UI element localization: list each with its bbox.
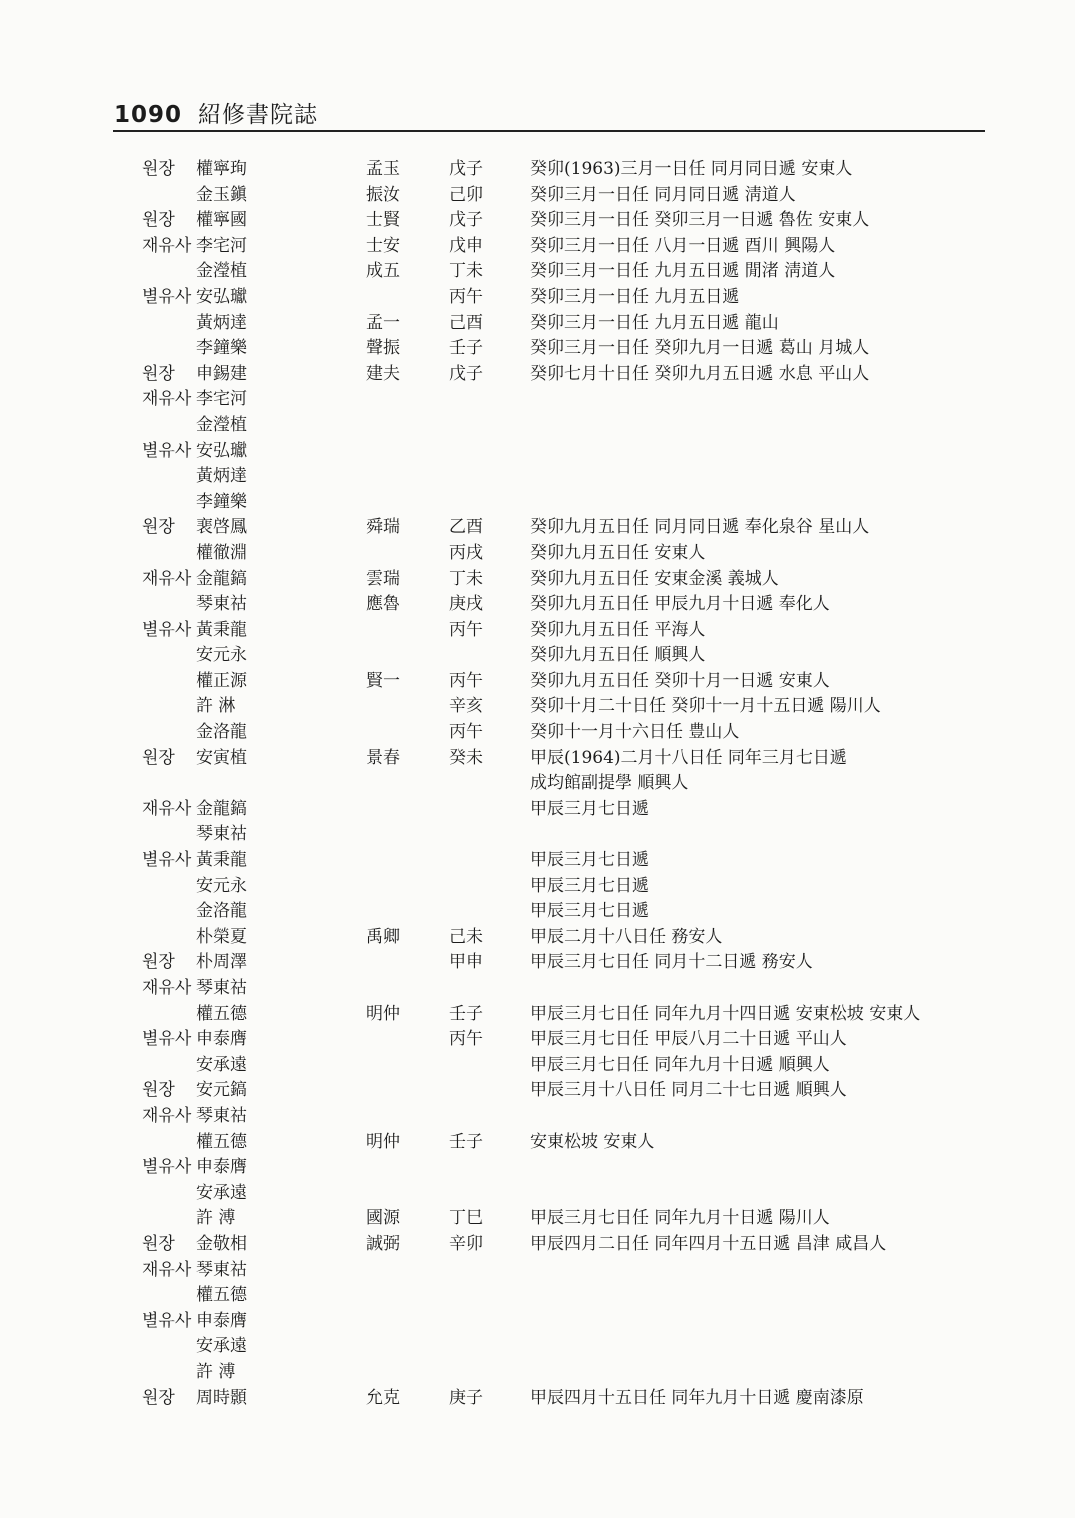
person-name: 金瀅植 (196, 414, 247, 435)
table-row (0, 1334, 1075, 1360)
table-row (0, 1232, 1075, 1258)
courtesy-name: 景春 (366, 747, 400, 768)
birth-year: 辛卯 (449, 1233, 483, 1254)
person-name: 黃炳達 (196, 466, 247, 487)
running-head (114, 96, 318, 129)
table-row (0, 643, 1075, 669)
birth-year: 丙午 (449, 722, 483, 743)
courtesy-name: 雲瑞 (366, 568, 400, 589)
person-name: 黃秉龍 (196, 619, 247, 640)
tenure-note: 癸卯三月一日任 九月五日遞 (530, 286, 740, 307)
person-name: 琴東祜 (196, 824, 247, 845)
tenure-note: 甲辰三月七日遞 (530, 901, 649, 922)
officer-list (0, 157, 1075, 1411)
birth-year: 己卯 (449, 184, 483, 205)
courtesy-name: 允克 (366, 1387, 400, 1408)
person-name: 申錫建 (196, 363, 247, 384)
role-label: 별유사 (142, 1029, 192, 1050)
tenure-note: 癸卯十月二十日任 癸卯十一月十五日遞 陽川人 (530, 696, 881, 717)
table-row (0, 976, 1075, 1002)
tenure-note: 癸卯九月五日任 順興人 (530, 645, 706, 666)
table-row (0, 720, 1075, 746)
person-name: 李宅河 (196, 389, 247, 410)
person-name: 李宅河 (196, 235, 247, 256)
table-row (0, 1053, 1075, 1079)
table-row (0, 567, 1075, 593)
role-label: 재유사 (142, 389, 192, 410)
person-name: 安元永 (196, 875, 247, 896)
tenure-note: 甲辰四月二日任 同年四月十五日遞 昌津 咸昌人 (530, 1233, 887, 1254)
person-name: 琴東祜 (196, 594, 247, 615)
table-row (0, 797, 1075, 823)
table-row (0, 1283, 1075, 1309)
person-name: 李鐘樂 (196, 491, 247, 512)
table-row (0, 874, 1075, 900)
tenure-note: 甲辰三月七日任 同年九月十四日遞 安東松坡 安東人 (530, 1003, 921, 1024)
table-row (0, 183, 1075, 209)
table-row (0, 464, 1075, 490)
table-row (0, 950, 1075, 976)
person-name: 申泰膺 (196, 1157, 247, 1178)
table-row (0, 669, 1075, 695)
table-row (0, 694, 1075, 720)
role-label: 재유사 (142, 1105, 192, 1126)
birth-year: 壬子 (449, 1003, 483, 1024)
tenure-note: 成均館副提學 順興人 (530, 773, 689, 794)
tenure-note: 甲辰三月七日遞 (530, 798, 649, 819)
birth-year: 壬子 (449, 338, 483, 359)
tenure-note: 癸卯九月五日任 同月同日遞 奉化泉谷 星山人 (530, 517, 870, 538)
birth-year: 丙戌 (449, 542, 483, 563)
table-row (0, 1181, 1075, 1207)
tenure-note: 癸卯七月十日任 癸卯九月五日遞 水息 平山人 (530, 363, 870, 384)
tenure-note: 甲辰四月十五日任 同年九月十日遞 慶南漆原 (530, 1387, 864, 1408)
role-label: 재유사 (142, 978, 192, 998)
person-name: 李鐘樂 (196, 338, 247, 359)
header-rule (113, 130, 985, 132)
table-row (0, 1309, 1075, 1335)
role-label: 재유사 (142, 798, 192, 819)
person-name: 權徹淵 (196, 542, 247, 563)
table-row (0, 848, 1075, 874)
table-row (0, 234, 1075, 260)
tenure-note: 甲辰(1964)二月十八日任 同年三月七日遞 (530, 747, 847, 768)
table-row (0, 925, 1075, 951)
person-name: 申泰膺 (196, 1029, 247, 1050)
tenure-note: 癸卯三月一日任 九月五日遞 閒渚 淸道人 (530, 261, 836, 282)
role-label: 별유사 (142, 286, 192, 307)
role-label: 별유사 (142, 1310, 192, 1331)
table-row (0, 439, 1075, 465)
tenure-note: 甲辰三月十八日任 同月二十七日遞 順興人 (530, 1080, 847, 1101)
person-name: 金洛龍 (196, 901, 247, 922)
tenure-note: 甲辰三月七日遞 (530, 850, 649, 871)
person-name: 權五德 (196, 1003, 247, 1024)
tenure-note: 癸卯九月五日任 安東金溪 義城人 (530, 568, 779, 589)
courtesy-name: 賢一 (366, 670, 400, 691)
person-name: 權寧珣 (196, 159, 247, 179)
table-row (0, 592, 1075, 618)
birth-year: 丁未 (449, 568, 483, 589)
tenure-note: 癸卯九月五日任 安東人 (530, 542, 706, 563)
courtesy-name: 聲振 (366, 338, 400, 359)
table-row (0, 259, 1075, 285)
person-name: 權正源 (196, 670, 247, 691)
birth-year: 庚戌 (449, 594, 483, 615)
courtesy-name: 孟一 (366, 312, 400, 333)
table-row (0, 1206, 1075, 1232)
tenure-note: 癸卯三月一日任 癸卯九月一日遞 葛山 月城人 (530, 338, 870, 359)
table-row (0, 618, 1075, 644)
table-row (0, 311, 1075, 337)
person-name: 黃秉龍 (196, 850, 247, 871)
table-row (0, 387, 1075, 413)
role-label: 재유사 (142, 568, 192, 589)
page-number: 1090 (114, 102, 183, 128)
person-name: 申泰膺 (196, 1310, 247, 1331)
tenure-note: 癸卯九月五日任 癸卯十月一日遞 安東人 (530, 670, 830, 691)
role-label: 별유사 (142, 1157, 192, 1178)
person-name: 權五德 (196, 1285, 247, 1306)
birth-year: 丙午 (449, 619, 483, 640)
table-row (0, 413, 1075, 439)
person-name: 周時顥 (196, 1387, 247, 1408)
birth-year: 丙午 (449, 286, 483, 307)
table-row (0, 1104, 1075, 1130)
courtesy-name: 孟玉 (366, 159, 400, 179)
table-row (0, 1155, 1075, 1181)
tenure-note: 安東松坡 安東人 (530, 1131, 655, 1152)
table-row (0, 490, 1075, 516)
person-name: 許 溥 (196, 1361, 236, 1382)
person-name: 裵啓鳳 (196, 517, 247, 538)
birth-year: 己未 (449, 926, 483, 947)
person-name: 安承遠 (196, 1336, 247, 1357)
role-label: 별유사 (142, 440, 192, 461)
courtesy-name: 誠弼 (366, 1233, 400, 1254)
birth-year: 丁巳 (449, 1208, 483, 1229)
courtesy-name: 應魯 (366, 594, 400, 615)
role-label: 원장 (142, 1387, 175, 1408)
role-label: 별유사 (142, 619, 192, 640)
birth-year: 甲申 (449, 952, 483, 973)
person-name: 黃炳達 (196, 312, 247, 333)
birth-year: 己酉 (449, 312, 483, 333)
table-row (0, 746, 1075, 772)
birth-year: 乙酉 (449, 517, 483, 538)
table-row (0, 1130, 1075, 1156)
person-name: 安承遠 (196, 1054, 247, 1075)
courtesy-name: 成五 (366, 261, 400, 282)
role-label: 원장 (142, 210, 175, 231)
courtesy-name: 振汝 (366, 184, 400, 205)
role-label: 별유사 (142, 850, 192, 871)
book-title: 紹修書院誌 (198, 102, 319, 128)
person-name: 金玉鎭 (196, 184, 247, 205)
tenure-note: 癸卯九月五日任 平海人 (530, 619, 706, 640)
person-name: 安寅植 (196, 747, 247, 768)
person-name: 安弘瓛 (196, 286, 247, 307)
person-name: 安元鎬 (196, 1080, 247, 1101)
table-row (0, 1386, 1075, 1412)
tenure-note: 甲辰二月十八日任 務安人 (530, 926, 723, 947)
table-row (0, 157, 1075, 183)
tenure-note: 癸卯三月一日任 九月五日遞 龍山 (530, 312, 779, 333)
person-name: 安承遠 (196, 1182, 247, 1203)
birth-year: 丙午 (449, 670, 483, 691)
tenure-note: 癸卯三月一日任 同月同日遞 淸道人 (530, 184, 796, 205)
table-row (0, 1027, 1075, 1053)
tenure-note: 甲辰三月七日任 同年九月十日遞 順興人 (530, 1054, 830, 1075)
role-label: 재유사 (142, 235, 192, 256)
person-name: 金龍鎬 (196, 798, 247, 819)
tenure-note: 癸卯十一月十六日任 豊山人 (530, 722, 740, 743)
person-name: 朴榮夏 (196, 926, 247, 947)
courtesy-name: 禹卿 (366, 926, 400, 947)
table-row (0, 541, 1075, 567)
role-label: 원장 (142, 1233, 175, 1254)
birth-year: 丙午 (449, 1029, 483, 1050)
person-name: 金龍鎬 (196, 568, 247, 589)
role-label: 원장 (142, 159, 175, 179)
table-row (0, 1002, 1075, 1028)
role-label: 원장 (142, 517, 175, 538)
person-name: 權寧國 (196, 210, 247, 231)
birth-year: 戊申 (449, 235, 483, 256)
person-name: 琴東祜 (196, 1259, 247, 1280)
tenure-note: 癸卯三月一日任 八月一日遞 酉川 興陽人 (530, 235, 836, 256)
table-row (0, 336, 1075, 362)
person-name: 琴東祜 (196, 978, 247, 998)
table-row (0, 1258, 1075, 1284)
table-row (0, 515, 1075, 541)
courtesy-name: 士賢 (366, 210, 400, 231)
table-row (0, 285, 1075, 311)
courtesy-name: 明仲 (366, 1003, 400, 1024)
person-name: 安弘瓛 (196, 440, 247, 461)
role-label: 원장 (142, 1080, 175, 1101)
person-name: 許 溥 (196, 1208, 236, 1229)
table-row (0, 771, 1075, 797)
role-label: 원장 (142, 747, 175, 768)
birth-year: 庚子 (449, 1387, 483, 1408)
person-name: 琴東祜 (196, 1105, 247, 1126)
tenure-note: 甲辰三月七日遞 (530, 875, 649, 896)
table-row (0, 208, 1075, 234)
tenure-note: 癸卯三月一日任 癸卯三月一日遞 魯佐 安東人 (530, 210, 870, 231)
courtesy-name: 明仲 (366, 1131, 400, 1152)
courtesy-name: 國源 (366, 1208, 400, 1229)
role-label: 원장 (142, 363, 175, 384)
role-label: 재유사 (142, 1259, 192, 1280)
courtesy-name: 舜瑞 (366, 517, 400, 538)
person-name: 金洛龍 (196, 722, 247, 743)
birth-year: 戊子 (449, 210, 483, 231)
tenure-note: 癸卯九月五日任 甲辰九月十日遞 奉化人 (530, 594, 830, 615)
tenure-note: 甲辰三月七日任 同年九月十日遞 陽川人 (530, 1208, 830, 1229)
table-row (0, 899, 1075, 925)
birth-year: 辛亥 (449, 696, 483, 717)
person-name: 金瀅植 (196, 261, 247, 282)
table-row (0, 822, 1075, 848)
tenure-note: 癸卯(1963)三月一日任 同月同日遞 安東人 (530, 159, 853, 179)
birth-year: 丁未 (449, 261, 483, 282)
courtesy-name: 士安 (366, 235, 400, 256)
table-row (0, 1078, 1075, 1104)
table-row (0, 1360, 1075, 1386)
role-label: 원장 (142, 952, 175, 973)
birth-year: 戊子 (449, 363, 483, 384)
person-name: 金敬相 (196, 1233, 247, 1254)
courtesy-name: 建夫 (366, 363, 400, 384)
tenure-note: 甲辰三月七日任 甲辰八月二十日遞 平山人 (530, 1029, 847, 1050)
birth-year: 癸未 (449, 747, 483, 768)
birth-year: 壬子 (449, 1131, 483, 1152)
person-name: 安元永 (196, 645, 247, 666)
person-name: 朴周澤 (196, 952, 247, 973)
person-name: 權五德 (196, 1131, 247, 1152)
tenure-note: 甲辰三月七日任 同月十二日遞 務安人 (530, 952, 813, 973)
birth-year: 戊子 (449, 159, 483, 179)
person-name: 許 淋 (196, 696, 236, 717)
table-row (0, 362, 1075, 388)
